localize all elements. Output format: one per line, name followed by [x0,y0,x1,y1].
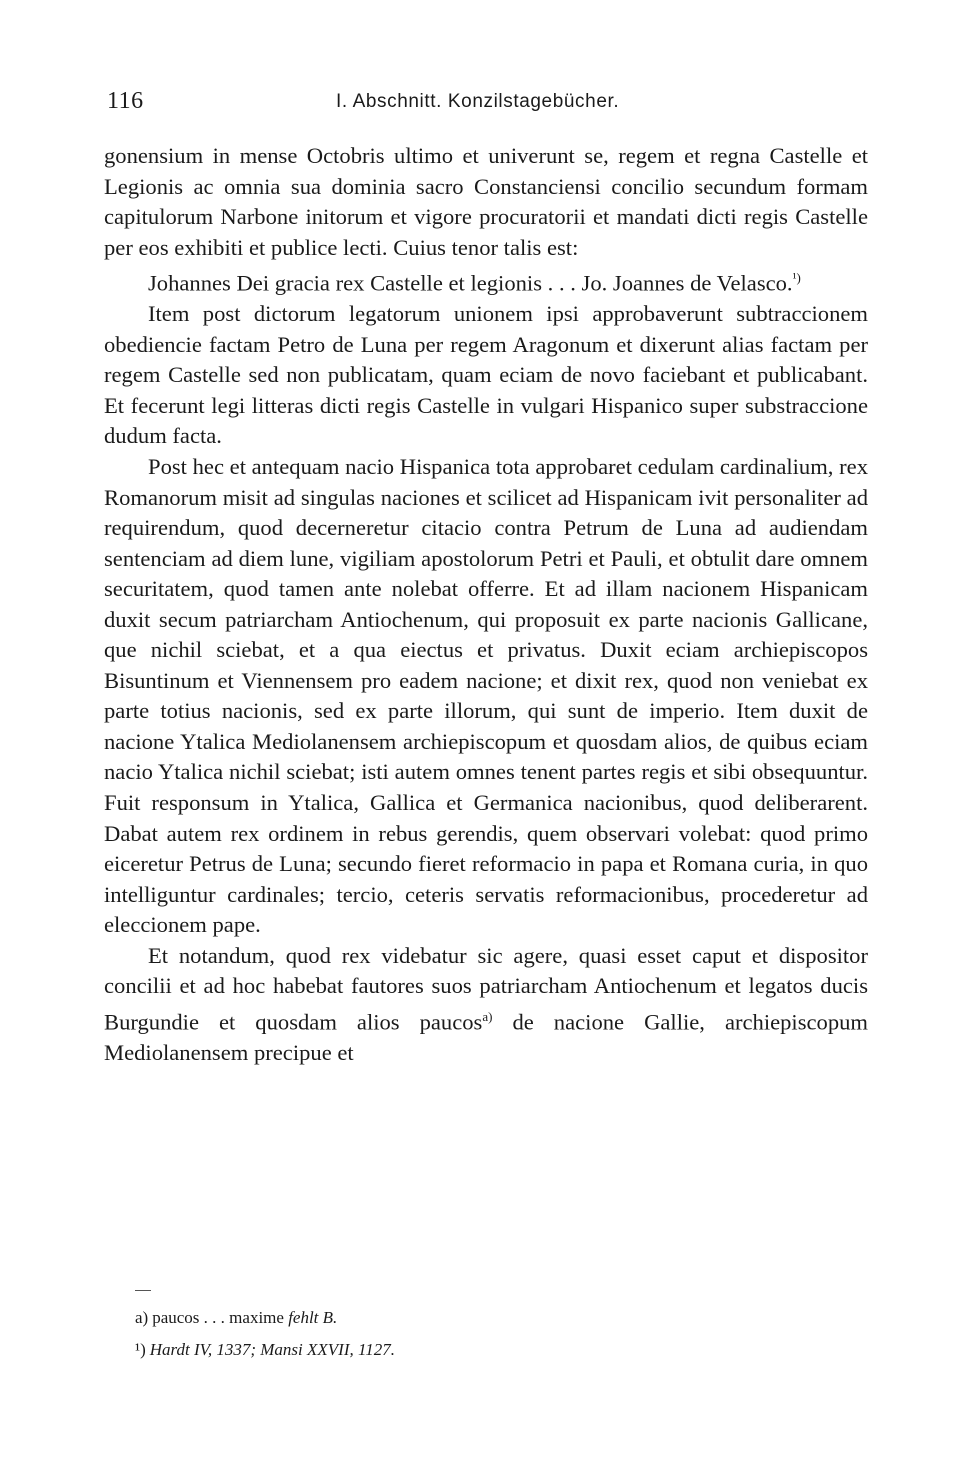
paragraph-2 [104,263,868,299]
footnote-ref-a: a) [482,1008,493,1024]
footnote-a-text: paucos . . . maxime [152,1308,284,1327]
page-number: 116 [107,88,144,114]
footnote-1 [135,1334,855,1366]
running-head: I. Abschnitt. Konzilstagebücher. [336,91,620,112]
paragraph-5 [104,941,868,1069]
footnote-a [135,1302,855,1334]
footnotes [135,1302,855,1366]
paragraph-2-text: Johannes Dei gracia rex Castelle et legionis . . . Jo. Joannes de Velasco. [148,270,793,296]
footnote-a-mark: a) [135,1308,149,1327]
paragraph-5-text: Et notandum, quod rex videbatur sic agere, quasi esset caput et dispositor concilii et ad hoc habebat fautores suos patriarcham Antiochenum et legatos ducis Burgundie et quosdam alios paucos [104,942,868,1035]
main-text [104,141,868,1068]
footnote-ref-1: ¹) [792,270,801,286]
paragraph-1: gonensium in mense Octobris ultimo et univerunt se, regem et regna Castelle et Legionis ac omnia sua dominia sacro Constanciensi concilio secundum formam capitulorum Narbone initorum et vigore procuratorii et mandati dicti regis Castelle per eos exhibiti et publice lecti. Cuius tenor talis est: [104,143,868,260]
paragraph-4: Post hec et antequam nacio Hispanica tota approbaret cedulam cardinalium, rex Romanorum misit ad singulas naciones et scilicet ad Hispanicam ivit personaliter ad requirendum, quod decerneretur citacio contra Petrum de Luna ad audiendam sentenciam ad diem lune, vigiliam apostolorum Petri et Pauli, et obtulit dare omnem securitatem, quod tamen ante nolebat offerre. Et ad illam nacionem Hispanicam duxit secum patriarcham Antiochenum, qui proposuit ex parte nacionis Gallicane, que nichil sciebat, et a qua eiectus et privatus. Duxit eciam archiepiscopos Bisuntinum et Viennensem pro eadem nacione; et dixit rex, quod non veniebat ex parte totius nacionis, sed ex parte illorum, qui sunt de imperio. Item duxit de nacione Ytalica Mediolanensem archiepiscopum et quosdam alios, de quibus eciam nacio Ytalica nichil sciebat; isti autem omnes tenent partes regis et sibi obsequuntur. Fuit responsum in Ytalica, Gallica et Germanica nacionibus, quod deliberarent. Dabat autem rex ordinem in rebus gerendis, quem observari volebat: quod primo eiceretur Petrus de Luna; secundo fieret reformacio in papa et Romana curia, in quo intelliguntur cardinales; tercio, ceteris servatis reformacionibus, procederetur ad eleccionem pape. [104,454,868,938]
paragraph-3: Item post dictorum legatorum unionem ipsi approbaverunt subtraccionem obediencie factam Petro de Luna per regem Aragonum et dixerunt alias factam per regem Castelle sed non publicatam, quam eciam de novo faciebant et publicabant. Et fecerunt legi litteras dicti regis Castelle in vulgari Hispanico super substraccione dudum facta. [104,301,868,449]
footnote-1-mark: ¹) [135,1340,146,1359]
footnote-1-text: Hardt IV, 1337; Mansi XXVII, 1127. [149,1340,395,1359]
paragraph-5-rest: de nacione Gallie, archiepiscopum Mediolanensem precipue et [104,1009,868,1065]
footnote-divider [135,1290,151,1291]
page-header [107,88,867,122]
footnote-a-italic: fehlt B. [288,1308,338,1327]
